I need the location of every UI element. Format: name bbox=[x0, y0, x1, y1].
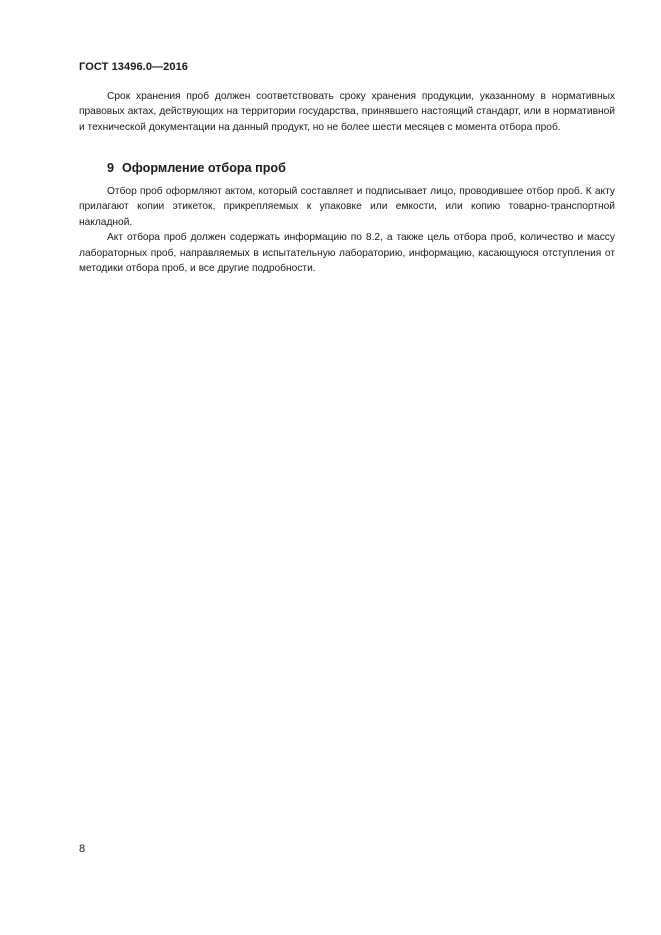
section-heading bbox=[107, 161, 286, 175]
paragraph-act-contents: Акт отбора проб должен содержать информацию по 8.2, а также цель отбора проб, количество и массу лабораторных проб, направляемых в испытательную лабораторию, информацию, касающуюся отступления от методики отбора проб, и все другие подробности. bbox=[79, 232, 615, 275]
section-9-body bbox=[79, 184, 615, 276]
section-title: Оформление отбора проб bbox=[122, 161, 286, 175]
paragraph-storage-period: Срок хранения проб должен соответствовать сроку хранения продукции, указанному в нормативных правовых актах, действующих на территории государства, принявшего настоящий стандарт, или в нормативной и технической документации на данный продукт, но не более шести месяцев с момента отбора проб. bbox=[79, 91, 615, 133]
section-number: 9 bbox=[107, 161, 115, 175]
paragraph-act-formalization: Отбор проб оформляют актом, который составляет и подписывает лицо, проводившее отбор проб. К акту прилагают копии этикеток, прикрепляемых к упаковке или емкости, или копию товарно-транспортной накладной. bbox=[79, 186, 615, 228]
running-header-standard-code: ГОСТ 13496.0—2016 bbox=[79, 61, 189, 73]
section-8-tail bbox=[79, 89, 615, 135]
page-number: 8 bbox=[79, 843, 86, 855]
